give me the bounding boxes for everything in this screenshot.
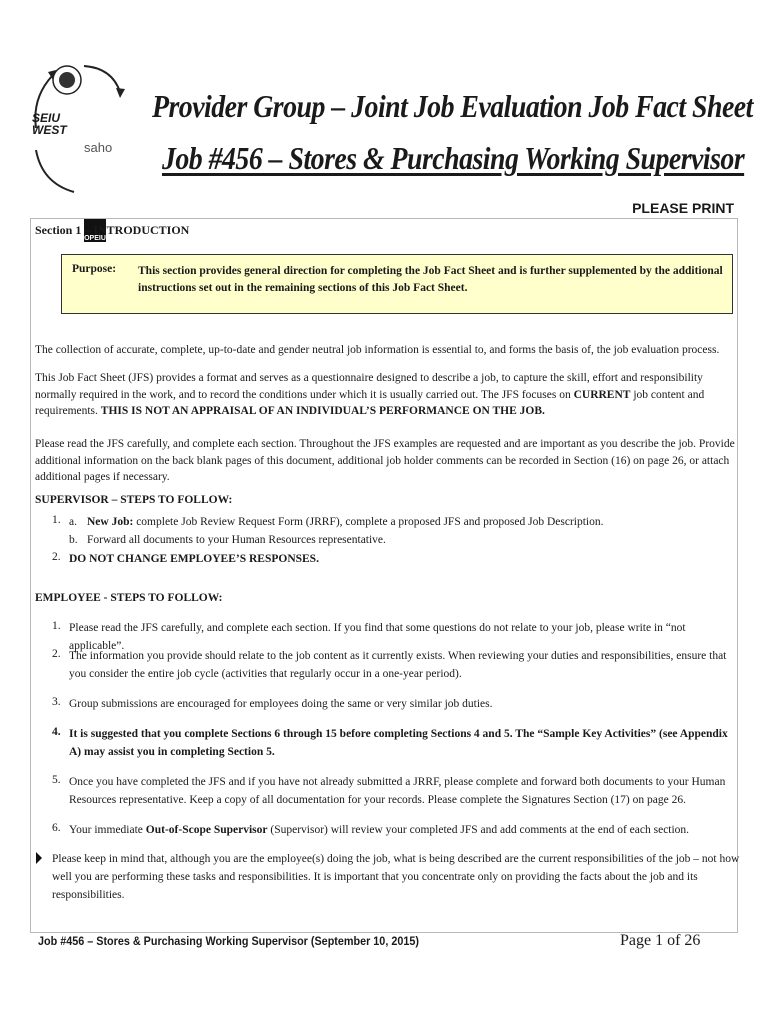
step-number: 5. xyxy=(52,774,61,786)
intro-paragraph-3: Please read the JFS carefully, and complete each section. Throughout the JFS examples are requested and are important as you describe the job. Provide additional information on the back blank pages of this document, additional job holder comments can be recorded in Section (16) on page 26, or attach additional pages if necessary. xyxy=(35,438,735,483)
intro-paragraph-1: The collection of accurate, complete, up-to-date and gender neutral job information is essential to, and forms the basis of, the job evaluation process. xyxy=(35,344,720,356)
purpose-text: This section provides general direction for completing the Job Fact Sheet and is further supplemented by the additional instructions set out in the remaining sections of this Job Fact Sheet. xyxy=(138,265,723,294)
step-number: 1. xyxy=(52,620,61,632)
employee-step-2: The information you provide should relate to the job content as it currently exists. When reviewing your duties and responsibilities, ensure that you consider the entire job cycle (activities that regularly occur in a one-year period). xyxy=(69,650,727,680)
page-number: Page 1 of 26 xyxy=(620,932,701,949)
footer-job-title: Job #456 – Stores & Purchasing Working Supervisor (September 10, 2015) xyxy=(38,934,419,948)
employee-heading: EMPLOYEE - STEPS TO FOLLOW: xyxy=(35,592,223,604)
document-title: Provider Group – Joint Job Evaluation Job Fact Sheet xyxy=(152,88,753,124)
purpose-label: Purpose: xyxy=(72,263,117,275)
step-number: 6. xyxy=(52,822,61,834)
saho-logo-text: saho xyxy=(84,140,113,155)
step-number: 2. xyxy=(52,551,61,563)
substep-label: b. xyxy=(69,534,78,546)
employee-step-6: Your immediate Out-of-Scope Supervisor (Supervisor) will review your completed JFS and add comments at the end of each section. xyxy=(69,824,690,836)
step-number: 2. xyxy=(52,648,61,660)
employee-note: Please keep in mind that, although you are the employee(s) doing the job, what is being described are the current responsibilities of the job – not how well you are performing these tasks and responsibilities. It is important that you concentrate only on providing the facts about the job and its responsibilities. xyxy=(52,853,740,901)
employee-step-4: It is suggested that you complete Sections 6 through 15 before completing Sections 4 and 5. The “Sample Key Activities” (see Appendix A) may assist you in completing Section 5. xyxy=(69,728,728,758)
step-number: 1. xyxy=(52,514,61,526)
please-print-label: PLEASE PRINT xyxy=(632,200,734,216)
supervisor-step-1b: Forward all documents to your Human Resources representative. xyxy=(87,534,386,546)
step-number: 4. xyxy=(52,726,61,738)
triangle-bullet-icon xyxy=(36,852,42,864)
supervisor-step-1a: New Job: complete Job Review Request Form (JRRF), complete a proposed JFS and proposed Job Description. xyxy=(87,516,604,528)
job-title: Job #456 – Stores & Purchasing Working Supervisor xyxy=(162,140,745,176)
employee-step-3: Group submissions are encouraged for employees doing the same or very similar job duties. xyxy=(69,698,493,710)
purpose-box xyxy=(61,254,733,314)
employee-step-5: Once you have completed the JFS and if you have not already submitted a JRRF, please complete and forward both documents to your Human Resources representative. Keep a copy of all documentation for your records. Please complete the Signatures Section (17) on page 26. xyxy=(69,776,726,806)
employee-step-1: Please read the JFS carefully, and complete each section. If you find that some questions do not relate to your job, please write in “not applicable”. xyxy=(69,622,686,652)
intro-paragraph-2: This Job Fact Sheet (JFS) provides a format and serves as a questionnaire designed to describe a job, to capture the skill, effort and responsibility normally required in the work, and to record the conditions under which it is usually carried out. The JFS focuses on CURRENT job content and requirements. THIS IS NOT AN APPRAISAL OF AN INDIVIDUAL’S PERFORMANCE ON THE JOB. xyxy=(35,372,705,417)
supervisor-heading: SUPERVISOR – STEPS TO FOLLOW: xyxy=(35,494,233,506)
step-number: 3. xyxy=(52,696,61,708)
supervisor-step-2: DO NOT CHANGE EMPLOYEE’S RESPONSES. xyxy=(69,553,319,565)
seiu-logo-text: SEIU WEST xyxy=(32,111,67,137)
substep-label: a. xyxy=(69,516,77,528)
opeiu-logo: OPEIU xyxy=(84,218,106,242)
section-1-title: Section 1 – INTRODUCTION xyxy=(35,223,190,237)
